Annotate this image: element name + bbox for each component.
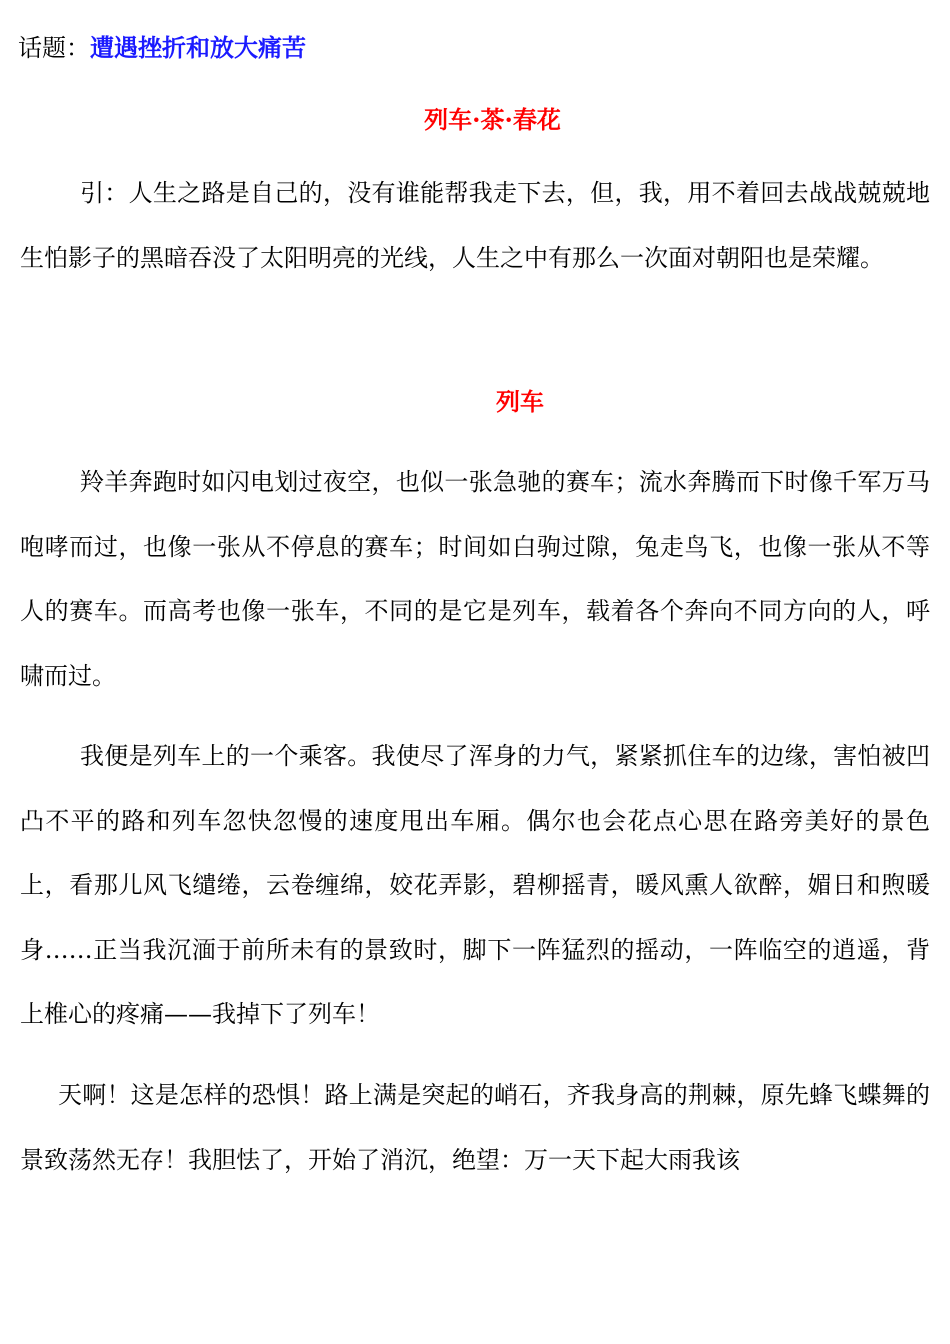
topic-line	[18, 30, 306, 66]
body-paragraph-3: 天啊！这是怎样的恐惧！路上满是突起的峭石，齐我身高的荆棘，原先蜂飞蝶舞的景致荡然无存！我胆怯了，开始了消沉，绝望：万一天下起大雨我该	[20, 1081, 930, 1174]
body-paragraph-1: 羚羊奔跑时如闪电划过夜空，也似一张急驰的赛车；流水奔腾而下时像千军万马咆哮而过，也像一张从不停息的赛车；时间如白驹过隙，兔走鸟飞，也像一张从不等人的赛车。而高考也像一张车，不同的是它是列车，载着各个奔向不同方向的人，呼啸而过。	[20, 468, 930, 690]
essay-title: 列车·茶·春花	[424, 105, 561, 134]
intro-paragraph: 引：人生之路是自己的，没有谁能帮我走下去，但，我，用不着回去战战兢兢地生怕影子的黑暗吞没了太阳明亮的光线，人生之中有那么一次面对朝阳也是荣耀。	[20, 179, 930, 272]
section-title: 列车	[496, 387, 544, 416]
body-paragraph-2: 我便是列车上的一个乘客。我使尽了浑身的力气，紧紧抓住车的边缘，害怕被凹凸不平的路和列车忽快忽慢的速度甩出车厢。偶尔也会花点心思在路旁美好的景色上，看那儿风飞缱绻，云卷缠绵，姣花弄影，碧柳摇青，暖风熏人欲醉，媚日和煦暖身……正当我沉湎于前所未有的景致时，脚下一阵猛烈的摇动，一阵临空的逍遥，背上椎心的疼痛——我掉下了列车！	[20, 742, 930, 1029]
topic-value: 遭遇挫折和放大痛苦	[90, 33, 306, 62]
topic-label: 话题：	[18, 34, 90, 62]
